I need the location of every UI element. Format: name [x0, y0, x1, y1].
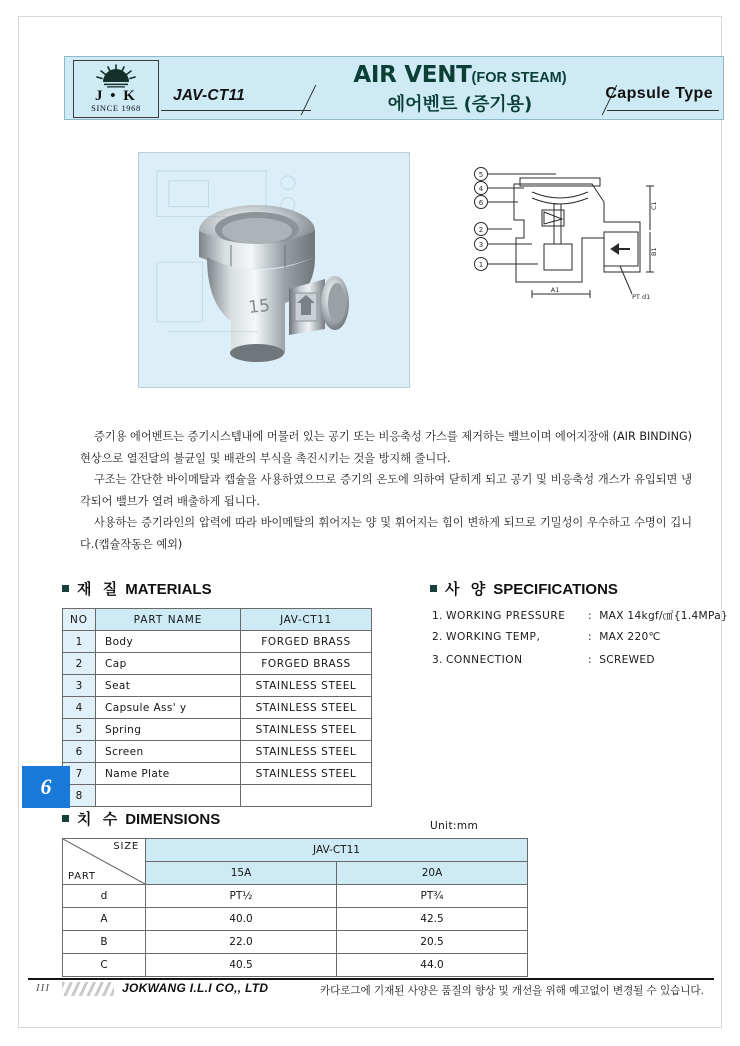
dimensions-table [62, 838, 528, 977]
spec-separator: : [588, 610, 592, 622]
cell-no: 4 [63, 697, 96, 719]
cell-no: 7 [63, 763, 96, 785]
cell-part: Cap [96, 653, 241, 675]
dim-label-pt-d1: PT d1 [632, 293, 651, 301]
page-number-tab: 6 [22, 766, 70, 808]
cell-no: 3 [63, 675, 96, 697]
dims-heading-kr: 치 수 [77, 810, 121, 828]
spec-value: MAX 220℃ [599, 631, 661, 643]
svg-text:3: 3 [478, 241, 484, 249]
sectional-drawing [472, 162, 668, 310]
cell-15a: 40.5 [146, 954, 337, 977]
dim-label-c1: C1 [650, 201, 658, 210]
corner-split-cell [63, 839, 146, 885]
cell-20a: 42.5 [337, 908, 528, 931]
cell-material: STAINLESS STEEL [241, 719, 372, 741]
cell-material: STAINLESS STEEL [241, 675, 372, 697]
svg-text:2: 2 [478, 226, 484, 234]
cell-no: 5 [63, 719, 96, 741]
square-bullet-icon [62, 815, 69, 822]
table-row [63, 631, 372, 653]
materials-heading-kr: 재 질 [77, 580, 121, 598]
cell-no: 6 [63, 741, 96, 763]
sunrise-icon [93, 64, 139, 88]
description-paragraph-2: 구조는 간단한 바이메탈과 캡슐을 사용하였으므로 증기의 온도에 의하여 닫히게 되고 공기 및 비응축성 개스가 유입되면 냉각되어 밸브가 열려 배출하게 됩니다. [80, 473, 692, 508]
spec-index: 2. [432, 631, 443, 643]
table-row [63, 908, 528, 931]
footer-stripe-decoration [62, 982, 114, 996]
cell-20a: PT¾ [337, 885, 528, 908]
type-label: Capsule Type [605, 85, 713, 102]
dims-group-header: JAV-CT11 [146, 839, 528, 862]
cell-part [96, 785, 241, 807]
corner-size-label: SIZE [113, 841, 139, 852]
spec-item [432, 631, 728, 654]
specs-heading-en: SPECIFICATIONS [493, 581, 618, 598]
cell-no: 1 [63, 631, 96, 653]
spec-index: 1. [432, 610, 443, 622]
cell-part: A [63, 908, 146, 931]
cell-part: Name Plate [96, 763, 241, 785]
footer-notice: 카다로그에 기재된 사양은 품질의 향상 및 개선을 위해 예고없이 변경될 수 있습니다. [320, 985, 704, 997]
table-header-row [63, 609, 372, 631]
specs-heading-kr: 사 양 [445, 580, 489, 598]
spec-value: SCREWED [599, 654, 655, 666]
specifications-heading [430, 578, 618, 599]
svg-text:15: 15 [247, 295, 272, 318]
model-code: JAV-CT11 [173, 87, 245, 104]
spec-item [432, 654, 728, 677]
spec-item [432, 608, 728, 631]
cell-material: STAINLESS STEEL [241, 741, 372, 763]
cell-material [241, 785, 372, 807]
table-row [63, 675, 372, 697]
cell-no: 2 [63, 653, 96, 675]
cell-part: Body [96, 631, 241, 653]
photo-background-blueprint [139, 153, 409, 387]
materials-heading [62, 578, 212, 599]
table-row [63, 741, 372, 763]
dim-label-b1: B1 [650, 247, 658, 256]
footer-company-name: JOKWANG I.L.I CO,, LTD [122, 981, 269, 995]
dimensions-heading [62, 808, 220, 829]
table-header-row [63, 839, 528, 862]
product-photo [138, 152, 410, 388]
description-paragraph-3: 사용하는 증기라인의 압력에 따라 바이메탈의 휘어지는 양 및 휘어지는 힘이 변하게 되므로 기밀성이 우수하고 수명이 깁니다.(캡슐작동은 예외) [80, 516, 692, 551]
cell-material: STAINLESS STEEL [241, 697, 372, 719]
header-rule-left [161, 110, 311, 111]
dim-label-a1: A1 [550, 286, 560, 294]
materials-heading-en: MATERIALS [125, 581, 212, 598]
cell-material: FORGED BRASS [241, 653, 372, 675]
table-row [63, 719, 372, 741]
cell-part: Capsule Ass' y [96, 697, 241, 719]
cell-part: Spring [96, 719, 241, 741]
svg-text:6: 6 [478, 199, 484, 207]
col-no: NO [63, 609, 96, 631]
table-row [63, 697, 372, 719]
cell-part: Seat [96, 675, 241, 697]
cell-part: d [63, 885, 146, 908]
dims-heading-en: DIMENSIONS [125, 811, 221, 828]
header-rule-right [607, 110, 719, 111]
spec-label: CONNECTION [446, 654, 523, 666]
svg-text:4: 4 [478, 185, 484, 193]
corner-part-label: PART [68, 871, 96, 882]
description-block [80, 426, 692, 555]
svg-text:5: 5 [478, 171, 484, 179]
col-part-name: PART NAME [96, 609, 241, 631]
table-row [63, 763, 372, 785]
table-row [63, 653, 372, 675]
dims-col-20a: 20A [337, 862, 528, 885]
cell-material: STAINLESS STEEL [241, 763, 372, 785]
title-sub: (FOR STEAM) [471, 70, 567, 86]
table-row [63, 885, 528, 908]
cell-15a: 40.0 [146, 908, 337, 931]
page-title-kr: 에어벤트 (증기용) [387, 94, 533, 115]
spec-separator: : [588, 631, 592, 643]
svg-text:1: 1 [478, 261, 484, 269]
page-header-bar [64, 56, 724, 120]
cell-15a: PT½ [146, 885, 337, 908]
logo-mark: J • K [95, 88, 137, 104]
footer-page-marker: III [36, 982, 50, 994]
square-bullet-icon [62, 585, 69, 592]
description-paragraph-1: 증기용 에어벤트는 증기시스템내에 머물러 있는 공기 또는 비응축성 가스를 제거하는 밸브이며 에어지장애 (AIR BINDING) 현상으로 열전달의 불균일 및 배관의 부식을 촉진시키는 것을 방지해 줄니다. [80, 430, 692, 465]
company-logo [73, 60, 159, 118]
cell-20a: 44.0 [337, 954, 528, 977]
specifications-list [432, 608, 728, 677]
square-bullet-icon [430, 585, 437, 592]
dimensions-unit-note: Unit:mm [430, 820, 479, 832]
spec-separator: : [588, 654, 592, 666]
spec-label: WORKING TEMP, [446, 631, 541, 643]
table-row [63, 785, 372, 807]
cell-part: C [63, 954, 146, 977]
cell-15a: 22.0 [146, 931, 337, 954]
cell-part: Screen [96, 741, 241, 763]
table-row [63, 954, 528, 977]
spec-value: MAX 14kgf/㎠{1.4MPa} [599, 610, 729, 622]
spec-label: WORKING PRESSURE [446, 610, 566, 622]
footer-rule [28, 978, 714, 980]
spec-index: 3. [432, 654, 443, 666]
cell-no: 8 [63, 785, 96, 807]
cell-20a: 20.5 [337, 931, 528, 954]
page-title-en [315, 62, 605, 88]
cell-material: FORGED BRASS [241, 631, 372, 653]
logo-since: SINCE 1968 [91, 103, 141, 113]
cell-part: B [63, 931, 146, 954]
table-row [63, 931, 528, 954]
col-model: JAV-CT11 [241, 609, 372, 631]
materials-table [62, 608, 372, 807]
title-main: AIR VENT [353, 62, 472, 88]
dims-col-15a: 15A [146, 862, 337, 885]
